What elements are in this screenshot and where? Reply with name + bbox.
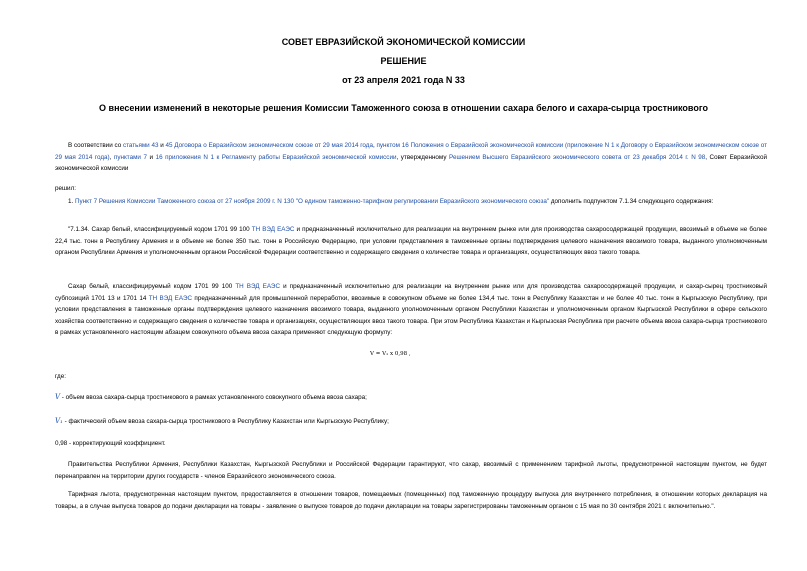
link-points-7[interactable]: пунктами 7 (113, 153, 147, 161)
where-label: где: (55, 373, 66, 380)
variable-v: V (55, 393, 61, 401)
paragraph-raw-sugar (55, 281, 767, 339)
definition-text: - объем ввоза сахара-сырца тростникового в рамках установленного совокупного объема ввоза сахара; (60, 394, 367, 401)
preamble-text: и (158, 142, 166, 149)
link-articles-43[interactable]: статьями 43 (122, 142, 159, 149)
link-appendix-16[interactable]: 16 приложения N 1 к Регламенту работы Евразийской экономической комиссии (155, 153, 397, 161)
item-1-text: дополнить подпунктом 7.1.34 следующего содержания: (549, 198, 714, 205)
link-regulation-point-16[interactable]: пунктом 16 Положения о Евразийской экономической комиссии (приложение N 1 к Договору о Евразийском экономическом союзе от 29 мая 2014 года) (55, 142, 768, 161)
definition-text: - фактический объем ввоза сахара-сырца тростникового в Республику Казахстан или Кыргызскую Республику; (62, 418, 389, 425)
preamble-text: , (109, 153, 114, 161)
preamble-text: и (146, 153, 156, 161)
definition-v1 (55, 417, 389, 425)
document-title: О внесении изменений в некоторые решения Комиссии Таможенного союза в отношении сахара белого и сахара-сырца тростникового (99, 103, 708, 113)
item-1-number: 1. (68, 198, 76, 205)
resolved-label: решил: (55, 185, 76, 192)
paragraph-guarantee: Правительства Республики Армения, Республики Казахстан, Кыргызской Республики и Российской Федерации гарантируют, что сахар, ввозимый с применением тарифной льготы, предусмотренной настоящим пунктом, не будет перенаправлен на территории других государств - членов Евразийского экономического союза. (55, 461, 767, 480)
preamble-text: , (372, 142, 377, 149)
link-treaty-art-45[interactable]: 45 Договора о Евразийском экономическом союзе от 29 мая 2014 года (165, 142, 373, 149)
link-supreme-council-decision[interactable]: Решением Высшего Евразийского экономического совета от 23 декабря 2014 г. N 98 (449, 153, 706, 161)
issuing-body: СОВЕТ ЕВРАЗИЙСКОЙ ЭКОНОМИЧЕСКОЙ КОМИССИИ (281, 37, 526, 47)
item-1 (55, 196, 767, 208)
preamble-text: , утвержденному (396, 153, 450, 161)
formula: V = V₁ x 0,98 , (370, 351, 411, 357)
paragraph-text: и предназначенный исключительно для реализации на внутреннем рынке или для производства сахаросодержащей продукции, ввозимый в объеме не более 22,4 тыс. тонн в Республику Армения и в объеме не более 350 тыс. тонн в Российскую Федерацию, при условии представления в таможенные органы подтверждения целевого назначения ввозимого товара, выданного уполномоченным органом Республики Армения и уполномоченным органом Российской Федерации соответственно и содержащего сведения о количестве товара и организациях, осуществляющих ввоз такого товара. (55, 226, 767, 257)
paragraph-text: и предназначенный исключительно для реализации на внутреннем рынке или для производства сахаросодержащей продукции, и сахар-сырец тростниковый субпозиций 1701 13 и 1701 14 (55, 283, 767, 302)
document-type: РЕШЕНИЕ (380, 56, 427, 66)
paragraph-text: предназначенный для промышленной переработки, ввозимые в совокупном объеме не более 134,4 тыс. тонн в Республику Казахстан и не более 40 тыс. тонн в Кыргызскую Республику, при условии представления в таможенные органы подтверждения целевого назначения ввозимого товара, выданного уполномоченным органом Республики Казахстан и уполномоченным органом Кыргызской Республики в сфере сельского хозяйства соответственно и содержащего сведения о количестве товара и организациях, осуществляющих ввоз такого товара. При этом Республика Казахстан и Кыргызская Республика при расчете объема ввоза сахара-сырца тростникового в рамках установленного настоящим абзацем совокупного объема ввоза сахара применяют следующую формулу: (55, 294, 767, 337)
link-tn-ved[interactable]: ТН ВЭД ЕАЭС (148, 294, 193, 302)
paragraph-tariff-benefit: Тарифная льгота, предусмотренная настоящим пунктом, предоставляется в отношении товаров, помещаемых (помещенных) под таможенную процедуру выпуска для внутреннего потребления, в отношении которых декларация на товары, а в случае выпуска товаров до подачи декларации на товары - заявление о выпуске товаров до подачи декларации на товары зарегистрированы таможенным органом с 15 мая по 30 сентября 2021 г. включительно.". (55, 491, 767, 510)
link-tn-ved[interactable]: ТН ВЭД ЕАЭС (251, 226, 295, 233)
document-date-number: от 23 апреля 2021 года N 33 (342, 75, 465, 85)
coefficient-definition: 0,98 - корректирующий коэффициент. (55, 440, 166, 447)
paragraph-text: Сахар белый, классифицируемый кодом 1701 99 100 (68, 283, 236, 290)
paragraph-7-1-34 (55, 224, 767, 259)
preamble-text: , Совет Евразийской экономической комиссии (55, 153, 767, 173)
variable-v1: V₁ (55, 417, 63, 425)
paragraph-text: "7.1.34. Сахар белый, классифицируемый кодом 1701 99 100 (68, 226, 252, 233)
link-tn-ved[interactable]: ТН ВЭД ЕАЭС (235, 283, 280, 290)
link-decision-130[interactable]: Пункт 7 Решения Комиссии Таможенного союза от 27 ноября 2009 г. N 130 "О едином таможенно-тарифном регулировании Евразийского экономического союза" (75, 198, 550, 205)
definition-v (55, 393, 367, 401)
preamble-text: В соответствии со (68, 142, 123, 149)
preamble (55, 140, 767, 175)
